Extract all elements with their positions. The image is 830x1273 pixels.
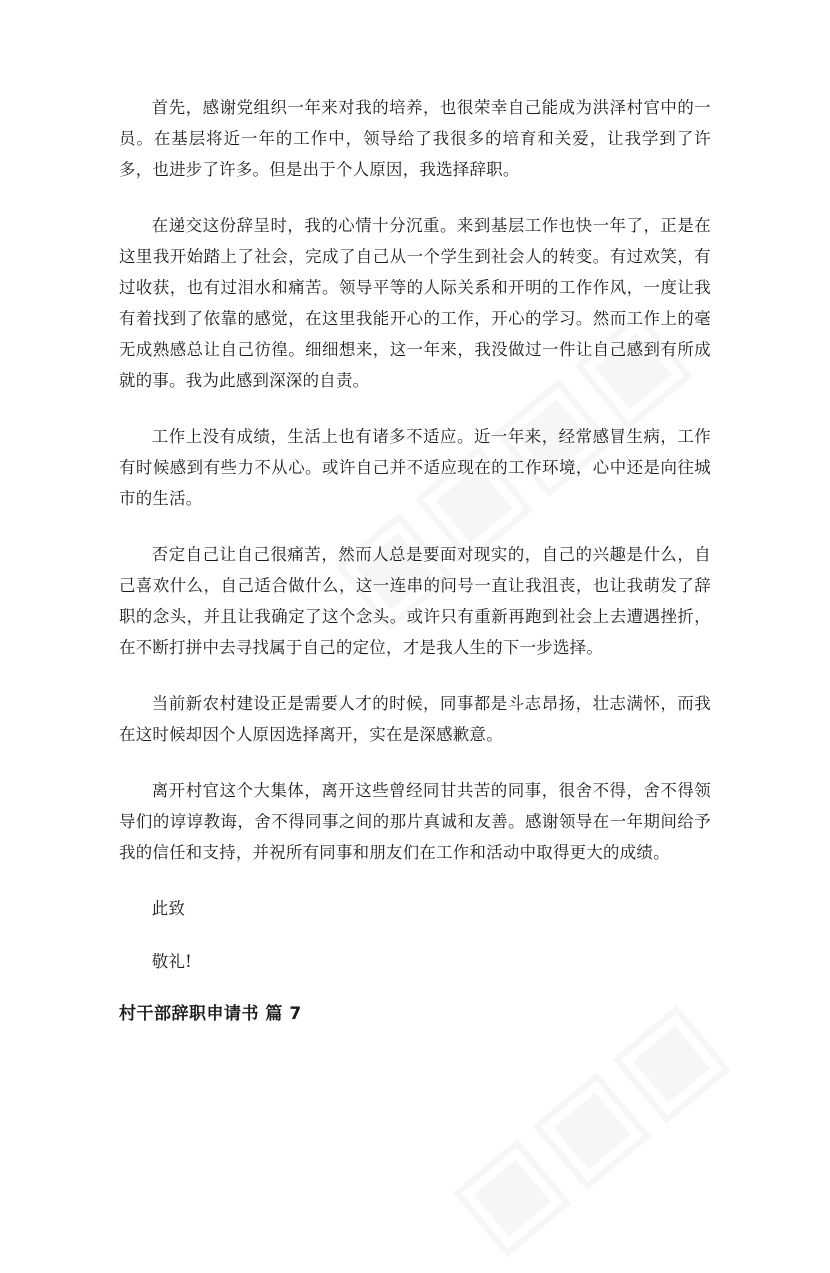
paragraph-4: 否定自己让自己很痛苦，然而人总是要面对现实的，自己的兴趣是什么，自己喜欢什么，自己适合做什么，这一连串的问号一直让我沮丧，也让我萌发了辞职的念头，并且让我确定了这个念头。或许只有重新再跑到社会上去遭遇挫折，在不断打拼中去寻找属于自己的定位，才是我人生的下一步选择。: [119, 545, 711, 657]
section-heading: 村干部辞职申请书 篇 7: [119, 1004, 302, 1024]
paragraph-6: 离开村官这个大集体，离开这些曾经同甘共苦的同事，很舍不得，舍不得领导们的谆谆教诲，舍不得同事之间的那片真诚和友善。感谢领导在一年期间给予我的信任和支持，并祝所有同事和朋友们在工作和活动中取得更大的成绩。: [119, 781, 711, 862]
paragraph-1: 首先，感谢党组织一年来对我的培养，也很荣幸自己能成为洪泽村官中的一员。在基层将近一年的工作中，领导给了我很多的培育和关爱，让我学到了许多，也进步了许多。但是出于个人原因，我选择辞职。: [119, 98, 711, 179]
document-body: [119, 92, 711, 1029]
closing-salutation: 此致: [151, 899, 186, 918]
closing-regards: 敬礼!: [151, 952, 193, 971]
paragraph-2: 在递交这份辞呈时，我的心情十分沉重。来到基层工作也快一年了，正是在这里我开始踏上了社会，完成了自己从一个学生到社会人的转变。有过欢笑，有过收获，也有过泪水和痛苦。领导平等的人际关系和开明的工作作风，一度让我有着找到了依靠的感觉，在这里我能开心的工作，开心的学习。然而工作上的毫无成熟感总让自己彷徨。细细想来，这一年来，我没做过一件让自己感到有所成就的事。我为此感到深深的自责。: [119, 216, 711, 390]
paragraph-3: 工作上没有成绩，生活上也有诸多不适应。近一年来，经常感冒生病，工作有时候感到有些力不从心。或许自己并不适应现在的工作环境，心中还是向往城市的生活。: [119, 427, 711, 508]
paragraph-5: 当前新农村建设正是需要人才的时候，同事都是斗志昂扬，壮志满怀，而我在这时候却因个人原因选择离开，实在是深感歉意。: [119, 694, 711, 744]
